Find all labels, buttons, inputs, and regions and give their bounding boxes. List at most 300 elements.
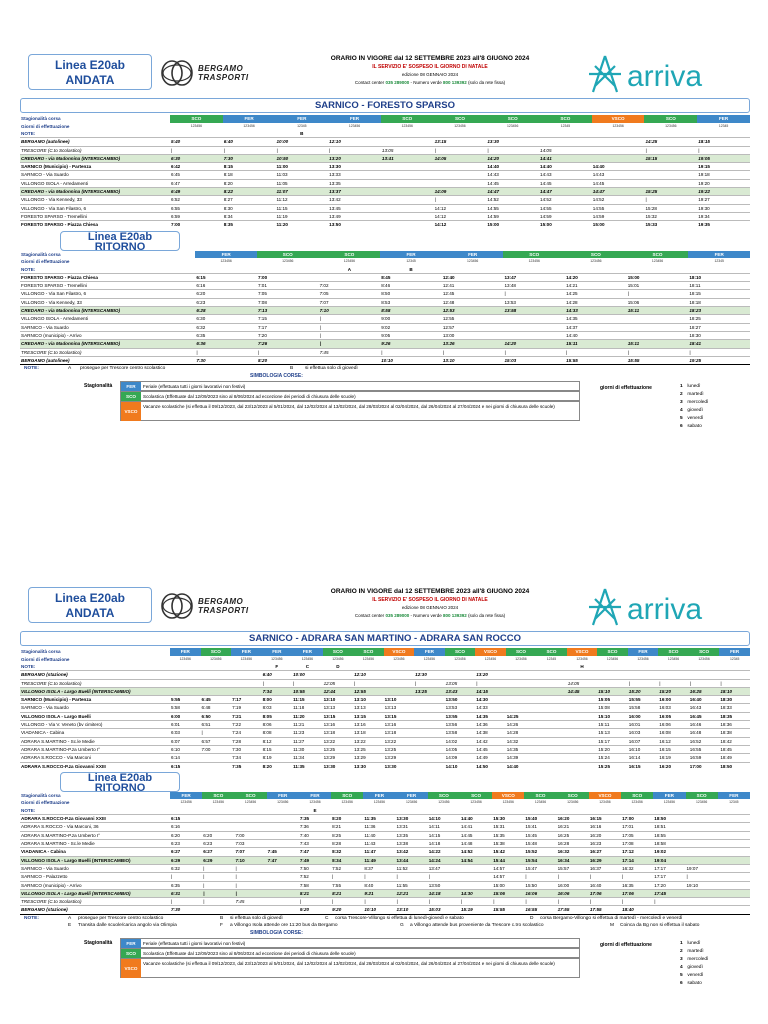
time-cell: 13:16 [353, 721, 384, 729]
time-cell: 8:21 [299, 889, 331, 897]
stop-row [20, 171, 750, 179]
time-cell: 15:15 [644, 154, 697, 162]
season-cell: VSCO [384, 648, 415, 656]
time-cell [319, 356, 381, 364]
time-cell: 14:40 [592, 163, 645, 171]
note-cell [257, 266, 319, 274]
time-cell: 16:00 [658, 696, 689, 704]
notes-row: NOTE: B [20, 130, 750, 138]
season-cell: SCO [597, 648, 628, 656]
time-cell: 8:20 [331, 815, 363, 823]
line-badge [28, 587, 152, 623]
note-cell [718, 807, 750, 815]
time-cell: 14:55 [539, 204, 592, 212]
line-badge-ritorno [60, 772, 180, 792]
time-cell: 6:48 [201, 704, 232, 712]
time-cell: 14:45 [486, 179, 539, 187]
days-cell: 123456 [438, 800, 450, 805]
time-cell: 13:22 [353, 737, 384, 745]
time-cell: 13:25 [323, 745, 354, 753]
time-cell: 19:22 [697, 188, 750, 196]
time-cell: 12:55 [353, 687, 384, 695]
note-cell: B [409, 266, 413, 272]
time-cell: 19:27 [697, 196, 750, 204]
time-cell: 13:33 [328, 171, 381, 179]
time-cell: 16:06 [557, 889, 589, 897]
time-cell: 15:41 [524, 823, 556, 831]
time-cell: 7:03 [234, 840, 266, 848]
time-cell: | [292, 679, 323, 687]
time-cell: 18:15 [688, 290, 750, 298]
time-cell [567, 745, 598, 753]
note-cell [628, 663, 659, 671]
day-legend-item: 1 lunedì [680, 940, 701, 946]
stop-row [20, 823, 750, 831]
time-cell: 14:52 [460, 848, 492, 856]
time-cell: 14:11 [428, 823, 460, 831]
time-cell: 7:47 [267, 856, 299, 864]
season-cell: FER [718, 792, 750, 800]
days-cell: 123456 [373, 800, 386, 805]
time-cell: 11:21 [292, 721, 323, 729]
time-cell: | [688, 348, 750, 356]
stop-name: VILLONGO ISOLA - Arredamenti [20, 179, 170, 187]
time-cell: 13:37 [328, 188, 381, 196]
time-cell: 6:32 [170, 864, 202, 872]
time-cell [503, 331, 565, 339]
time-cell: 14:37 [565, 323, 627, 331]
time-cell: | [201, 729, 232, 737]
time-cell: | [195, 348, 257, 356]
time-cell: 15:11 [597, 721, 628, 729]
season-row: Stagionalità corsa FER SCO SCO FER FER SCO SCO SCO FER [20, 251, 750, 259]
time-cell [686, 906, 718, 914]
stop-name: SARNICO - Via Suardo [20, 864, 170, 872]
time-cell: 16:40 [589, 881, 621, 889]
time-cell: 11:34 [292, 754, 323, 762]
time-cell: 16:34 [557, 856, 589, 864]
rings-icon [160, 591, 196, 621]
time-cell: 18:10 [719, 687, 750, 695]
time-cell [536, 729, 567, 737]
time-cell [627, 331, 689, 339]
days-cell: 123456 [210, 656, 222, 661]
time-cell: 16:16 [589, 823, 621, 831]
time-cell: 16:03 [658, 704, 689, 712]
season-cell: SCO [539, 115, 592, 123]
time-cell: 6:28 [195, 307, 257, 315]
time-cell: 14:33 [565, 307, 627, 315]
note-cell: H [580, 664, 584, 669]
time-cell: | [621, 873, 653, 881]
time-cell: 17:14 [621, 856, 653, 864]
time-cell [234, 906, 266, 914]
days-cell: 123456 [423, 656, 436, 661]
time-cell: 8:20 [257, 356, 319, 364]
time-cell: 15:57 [557, 864, 589, 872]
time-cell: 15:17 [597, 737, 628, 745]
stop-name: CREDARO - via Madonnina (INTERSCAMBIO) [20, 340, 195, 348]
time-cell: 15:47 [524, 864, 556, 872]
time-cell: | [319, 340, 381, 348]
season-cell: SCO [170, 115, 223, 123]
time-cell: 14:45 [539, 179, 592, 187]
time-cell [170, 687, 201, 695]
season-cell: SCO [202, 792, 234, 800]
note-cell [328, 130, 381, 138]
note-cell: A [347, 266, 352, 272]
stop-row [20, 340, 750, 348]
time-cell [384, 687, 415, 695]
time-cell: 16:12 [658, 737, 689, 745]
time-cell [644, 179, 697, 187]
time-cell: 11:40 [363, 831, 395, 839]
time-cell [718, 906, 750, 914]
line-badge [28, 54, 152, 90]
time-cell: 7:30 [231, 745, 262, 753]
time-cell: 11:03 [275, 171, 328, 179]
time-cell: 16:19 [658, 754, 689, 762]
day-legend-item: 5 venerdì [680, 416, 704, 422]
time-cell [460, 864, 492, 872]
season-cell: FER [292, 648, 323, 656]
time-cell: 6:07 [170, 737, 201, 745]
days-cell: 123456 [332, 656, 344, 661]
time-cell: 6:59 [170, 212, 223, 220]
time-cell: 5:58 [170, 704, 201, 712]
time-cell: 16:55 [689, 745, 720, 753]
stop-row [20, 762, 750, 770]
time-cell: 14:59 [486, 212, 539, 220]
time-cell: 18:50 [653, 815, 685, 823]
time-cell [414, 745, 445, 753]
time-cell: 12:53 [442, 307, 504, 315]
time-cell: 7:50 [299, 864, 331, 872]
time-cell: | [460, 898, 492, 906]
time-cell [567, 671, 598, 679]
season-cell: FER [697, 115, 750, 123]
time-cell [592, 138, 645, 146]
note-cell: B [300, 131, 304, 136]
time-cell: 18:50 [719, 762, 750, 770]
time-cell [686, 840, 718, 848]
time-cell: | [658, 679, 689, 687]
time-cell: 6:52 [170, 196, 223, 204]
time-cell [414, 729, 445, 737]
time-cell: 14:47 [486, 188, 539, 196]
days-cell: 123456 [651, 259, 664, 264]
time-cell: 16:32 [621, 864, 653, 872]
time-cell [381, 138, 434, 146]
time-cell: 14:18 [428, 889, 460, 897]
time-cell: 15:10 [597, 712, 628, 720]
time-cell: 14:20 [486, 154, 539, 162]
time-cell: 9:20 [299, 906, 331, 914]
season-cell: FER [380, 251, 442, 259]
time-cell [460, 873, 492, 881]
time-cell: 14:43 [539, 171, 592, 179]
time-cell [506, 696, 537, 704]
stop-name: VILLONGO - Via San Filastro, 6 [20, 204, 170, 212]
time-cell [202, 906, 234, 914]
arriva-logo [585, 52, 755, 96]
time-cell: | [503, 290, 565, 298]
time-cell: 13:58 [503, 307, 565, 315]
time-cell: 6:30 [170, 154, 223, 162]
time-cell: 13:50 [445, 696, 476, 704]
time-cell: 10:10 [380, 356, 442, 364]
time-cell: 15:50 [524, 881, 556, 889]
season-cell: SCO [201, 648, 232, 656]
time-cell: 17:05 [621, 831, 653, 839]
time-cell: 18:36 [719, 721, 750, 729]
days-cell: 123456 [179, 656, 191, 661]
stop-row [20, 704, 750, 712]
time-cell: 11:43 [363, 840, 395, 848]
season-cell: SCO [234, 792, 266, 800]
time-cell: 15:01 [627, 282, 689, 290]
days-cell: 123456 [534, 800, 547, 805]
stop-name: ADRARA S.ROCCO - Via Marconi, 36 [20, 823, 170, 831]
time-cell: 19:20 [697, 179, 750, 187]
time-cell: 19:07 [686, 864, 718, 872]
time-cell: | [524, 898, 556, 906]
time-cell: 12:10 [328, 138, 381, 146]
time-cell: | [234, 873, 266, 881]
time-cell [381, 171, 434, 179]
time-cell: 18:18 [688, 298, 750, 306]
time-cell [597, 671, 628, 679]
time-cell: 6:14 [170, 754, 201, 762]
time-cell: 14:09 [445, 754, 476, 762]
time-cell: 6:10 [170, 745, 201, 753]
time-cell: 7:34 [262, 687, 293, 695]
time-cell: 7:52 [331, 864, 363, 872]
time-cell: 19:34 [697, 212, 750, 220]
season-cell: FER [653, 792, 685, 800]
time-cell [414, 704, 445, 712]
note-cell [565, 266, 627, 274]
time-cell: 10:00 [275, 138, 328, 146]
stop-name: BERGAMO (stazione) [20, 906, 170, 914]
bergamo-trasporti-logo [160, 591, 270, 621]
time-cell: 16:40 [689, 696, 720, 704]
time-cell: 7:21 [231, 712, 262, 720]
time-cell [567, 737, 598, 745]
time-cell: 14:40 [460, 815, 492, 823]
time-cell: 11:07 [275, 188, 328, 196]
days-cell: 123456 [590, 259, 602, 264]
time-cell: 7:00 [170, 221, 223, 229]
time-cell: 13:35 [396, 831, 428, 839]
time-cell: 14:12 [434, 212, 487, 220]
time-cell [536, 679, 567, 687]
days-cell: 123456 [362, 656, 375, 661]
note-cell [195, 266, 257, 274]
time-cell: 8:20 [262, 762, 293, 770]
time-cell: 9:02 [380, 323, 442, 331]
time-cell: 18:49 [719, 754, 750, 762]
time-cell: 14:10 [445, 762, 476, 770]
time-cell: 7:30 [195, 356, 257, 364]
day-legend-item: 6 sabato [680, 980, 702, 986]
stop-row [20, 331, 750, 339]
time-cell: 15:28 [644, 204, 697, 212]
time-cell: 19:05 [697, 154, 750, 162]
time-cell: 6:45 [201, 696, 232, 704]
season-cell: SCO [319, 251, 381, 259]
note-cell [396, 807, 428, 815]
time-cell: | [257, 348, 319, 356]
time-cell: 9:00 [380, 315, 442, 323]
time-cell: | [331, 873, 363, 881]
time-cell: 7:55 [331, 881, 363, 889]
stop-name: SARNICO (Municipio) - Partenza [20, 696, 170, 704]
time-cell: 8:20 [223, 179, 276, 187]
time-cell: 8:15 [223, 163, 276, 171]
day-legend-item: 4 giovedì [680, 964, 703, 970]
time-cell: 14:35 [506, 745, 537, 753]
time-cell: 6:30 [195, 315, 257, 323]
stop-name: VIADANICA - Cabina [20, 848, 170, 856]
time-cell: 16:27 [589, 848, 621, 856]
time-cell: 18:30 [719, 696, 750, 704]
time-cell: 14:40 [539, 163, 592, 171]
time-cell: 14:20 [503, 340, 565, 348]
days-cell: 123456 [282, 259, 294, 264]
time-cell: 14:45 [567, 687, 598, 695]
time-cell: 16:20 [557, 815, 589, 823]
time-cell: 17:12 [621, 848, 653, 856]
stop-row [20, 196, 750, 204]
time-cell: 6:03 [170, 729, 201, 737]
time-cell: | [644, 196, 697, 204]
time-cell: 15:58 [628, 704, 659, 712]
time-cell: 18:55 [653, 831, 685, 839]
time-cell: 13:30 [396, 815, 428, 823]
stop-row [20, 906, 750, 914]
time-cell [536, 762, 567, 770]
time-cell: 13:10 [323, 696, 354, 704]
note-cell [627, 266, 689, 274]
time-cell [414, 762, 445, 770]
day-legend-item: 4 giovedì [680, 408, 703, 414]
time-cell: 16:37 [589, 864, 621, 872]
stop-row [20, 687, 750, 695]
line-badge-ritorno [60, 231, 180, 251]
time-cell: 17:55 [589, 906, 621, 914]
time-cell: | [363, 873, 395, 881]
note-cell [170, 807, 202, 815]
time-cell: 15:25 [644, 188, 697, 196]
time-cell: | [492, 898, 524, 906]
stop-row [20, 154, 750, 162]
days-cell: 123456 [309, 800, 321, 805]
time-cell: 18:45 [719, 745, 750, 753]
stop-name: VILLONGO ISOLA - Largo Buelli (INTERSCAMBIO) [20, 687, 170, 695]
time-cell: 13:05 [381, 146, 434, 154]
note-cell [234, 807, 266, 815]
time-cell: | [557, 898, 589, 906]
stop-name: VILLONGO - Via Kennedy, 33 [20, 298, 195, 306]
time-cell: 7:36 [299, 823, 331, 831]
time-cell: 8:19 [262, 754, 293, 762]
days-cell: 123456 [212, 800, 224, 805]
time-cell: 14:05 [445, 745, 476, 753]
time-cell: 18:25 [688, 315, 750, 323]
time-cell: 7:08 [257, 298, 319, 306]
time-cell: 17:06 [589, 889, 621, 897]
time-cell: | [697, 146, 750, 154]
time-cell: | [396, 898, 428, 906]
note-cell [201, 663, 232, 671]
season-row: Stagionalità corsa FER SCO FER FER FER SCO SCO VSCO FER SCO VSCO SCO SCO VSCO SCO FER SCO SCO FER [20, 648, 750, 656]
time-cell: 8:18 [223, 171, 276, 179]
time-cell: 14:35 [475, 712, 506, 720]
note-cell: E [313, 807, 317, 813]
time-cell: 16:59 [689, 754, 720, 762]
time-cell: 11:20 [275, 221, 328, 229]
time-cell: 15:20 [597, 745, 628, 753]
time-cell: 15:13 [597, 729, 628, 737]
stop-row [20, 273, 750, 281]
time-cell [234, 823, 266, 831]
time-cell: 16:05 [658, 712, 689, 720]
days-cell: 123456 [665, 123, 677, 128]
time-cell: 12:44 [323, 687, 354, 695]
time-cell: 14:28 [506, 729, 537, 737]
time-cell: 19:25 [688, 356, 750, 364]
time-cell: 16:55 [524, 906, 556, 914]
time-cell: 18:10 [688, 273, 750, 281]
time-cell: 18:38 [719, 729, 750, 737]
time-cell: 15:52 [524, 848, 556, 856]
note-cell [597, 663, 628, 671]
time-cell: 19:30 [697, 204, 750, 212]
time-cell: | [328, 146, 381, 154]
note-cell [644, 130, 697, 138]
orario-text: ORARIO IN VIGORE dal 12 SETTEMBRE 2023 all'8 GIUGNO 2024 [330, 588, 530, 595]
time-cell: 13:15 [434, 138, 487, 146]
season-row: Stagionalità corsa SCO FER FER FER SCO SCO SCO SCO VSCO SCO FER [20, 115, 750, 123]
legend-fer: FER Feriale (effettuata tutti i giorni lavorativi non festivi) [120, 938, 580, 948]
time-cell: 7:47 [299, 848, 331, 856]
time-cell: 15:55 [627, 356, 689, 364]
note-cell [202, 807, 234, 815]
time-cell: 7:17 [231, 696, 262, 704]
stop-name: CREDARO - via Madonnina (INTERSCAMBIO) [20, 154, 170, 162]
note-cell [434, 130, 487, 138]
time-cell [414, 712, 445, 720]
time-cell [460, 881, 492, 889]
time-cell: 13:13 [384, 704, 415, 712]
stop-row [20, 856, 750, 864]
days-cell: 123456 [348, 123, 361, 128]
time-cell: 15:35 [492, 831, 524, 839]
time-cell: 8:32 [331, 848, 363, 856]
time-cell: 13:16 [323, 721, 354, 729]
time-cell [381, 204, 434, 212]
stop-name: FORESTO SPARSO - Tremellini [20, 212, 170, 220]
days-legend [680, 383, 708, 431]
time-cell: 15:11 [627, 307, 689, 315]
time-cell: 13:35 [328, 179, 381, 187]
time-cell: 13:41 [381, 154, 434, 162]
time-cell [597, 679, 628, 687]
time-cell [201, 762, 232, 770]
time-cell: 14:22 [428, 848, 460, 856]
direction: ANDATA [65, 606, 115, 620]
